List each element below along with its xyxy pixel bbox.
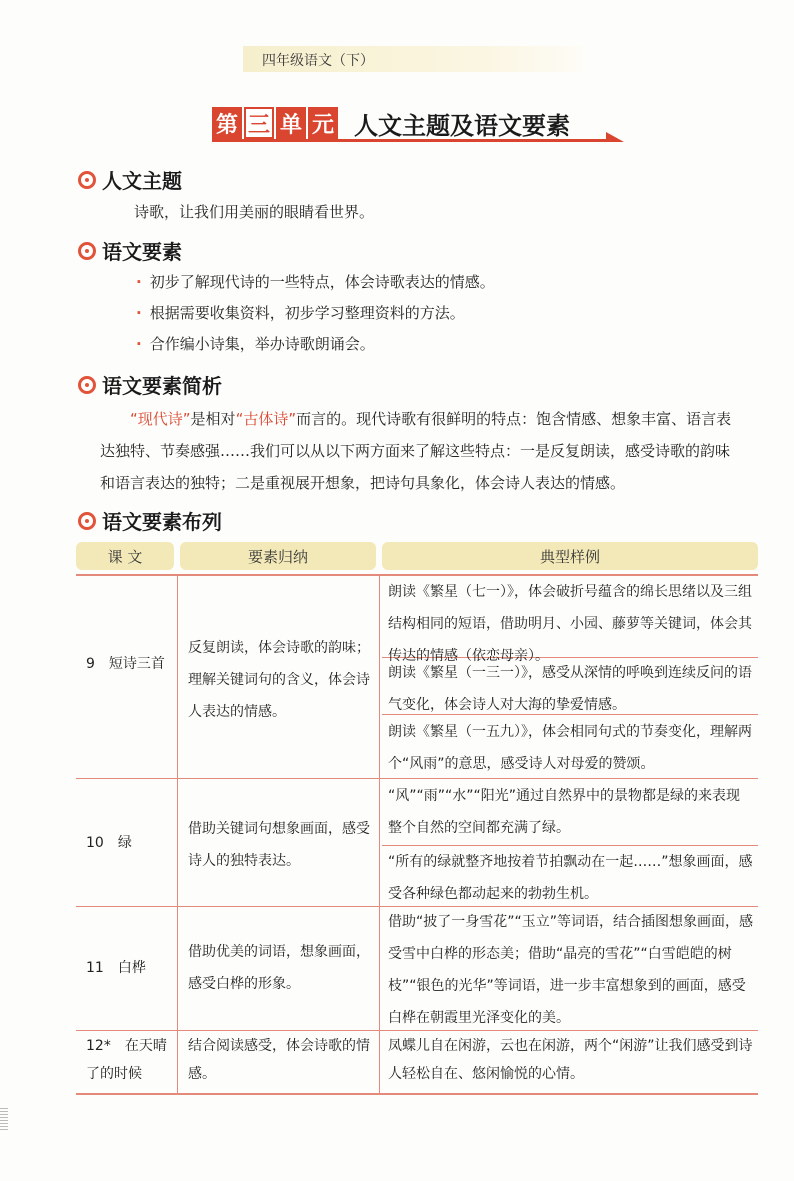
table-cell-example: “所有的绿就整齐地按着节拍飘动在一起……”想象画面，感受各种绿色都动起来的勃勃生机。 [388, 854, 753, 902]
section-theme-heading [78, 165, 182, 194]
location-pin-icon [78, 171, 96, 189]
table-cell-lesson: 9 短诗三首 [86, 656, 165, 672]
table-col-rule [379, 576, 380, 1094]
table-cell-example: 借助“披了一身雪花”“玉立”等词语，结合插图想象画面，感受雪中白桦的形态美；借助“晶亮的雪花”“白雪皑皑的树枝”“银色的光华”等词语，进一步丰富想象到的画面，感受白桦在朝霞里光泽变化的美。 [388, 914, 754, 1026]
table-bottom-rule [76, 1093, 758, 1095]
table-cell-example: 朗读《繁星（一五九）》，体会相同句式的节奏变化，理解两个“风雨”的意思，感受诗人对母爱的赞颂。 [388, 724, 752, 772]
analysis-paragraph: “现代诗”是相对“古体诗”而言的。现代诗歌有很鲜明的特点：饱含情感、想象丰富、语言表达独特、节奏感强……我们可以从以下两方面来了解这些特点：一是反复朗读，感受诗歌的韵味和语言表达的独特；二是重视展开想象，把诗句具象化，体会诗人表达的情感。 [100, 410, 732, 492]
unit-char-1: 第 [212, 107, 242, 139]
section-title: 语文要素布列 [102, 510, 222, 534]
unit-char-2: 三 [244, 107, 274, 139]
table-cell-summary: 反复朗读，体会诗歌的韵味；理解关键词句的含义，体会诗人表达的情感。 [188, 640, 370, 720]
table-cell-summary: 借助优美的词语，想象画面，感受白桦的形象。 [188, 944, 370, 992]
section-title: 语文要素 [102, 240, 182, 264]
table-cell-lesson: 11 白桦 [86, 960, 146, 976]
table-header-examples: 典型样例 [382, 542, 758, 570]
unit-char-3: 单 [276, 107, 306, 139]
element-item: · 根据需要收集资料，初步学习整理资料的方法。 [136, 304, 465, 322]
section-elements-heading [78, 236, 182, 265]
table-cell-example: 凤蝶儿自在闲游，云也在闲游，两个“闲游”让我们感受到诗人轻松自在、悠闲愉悦的心情。 [388, 1038, 753, 1082]
table-col-rule [177, 576, 178, 1094]
unit-heading: 人文主题及语文要素 [354, 110, 570, 140]
element-item: · 初步了解现代诗的一些特点，体会诗歌表达的情感。 [136, 273, 495, 291]
binding-edge-marks [0, 1108, 8, 1130]
running-header-title: 四年级语文（下） [262, 53, 374, 69]
term-classical-poetry: “古体诗” [235, 410, 297, 428]
title-underline-arrow [606, 132, 624, 142]
table-cell-example: 朗读《繁星（一三一）》，感受从深情的呼唤到连续反问的语气变化，体会诗人对大海的挚爱情感。 [388, 665, 752, 713]
table-cell-lesson: 10 绿 [86, 835, 132, 851]
table-cell-summary: 借助关键词句想象画面，感受诗人的独特表达。 [188, 821, 370, 869]
unit-char-4: 元 [308, 107, 338, 139]
location-pin-icon [78, 512, 96, 530]
section-analysis-heading [78, 370, 222, 399]
title-underline [212, 139, 612, 142]
table-header-summary: 要素归纳 [180, 542, 376, 570]
table-cell-example: “风”“雨”“水”“阳光”通过自然界中的景物都是绿的来表现整个自然的空间都充满了绿。 [388, 788, 741, 836]
unit-title [212, 105, 570, 141]
term-modern-poetry: “现代诗” [130, 410, 191, 428]
table-cell-lesson: 12* 在天晴了的时候 [86, 1038, 167, 1082]
section-title: 语文要素简析 [102, 374, 222, 398]
element-item: · 合作编小诗集，举办诗歌朗诵会。 [136, 335, 375, 353]
location-pin-icon [78, 376, 96, 394]
section-title: 人文主题 [102, 169, 182, 193]
table-cell-summary: 结合阅读感受，体会诗歌的情感。 [188, 1038, 370, 1082]
location-pin-icon [78, 242, 96, 260]
section-layout-heading [78, 506, 222, 535]
table-cell-example: 朗读《繁星（七一）》，体会破折号蕴含的绵长思绪以及三组结构相同的短语，借助明月、小园、藤萝等关键词，体会其传达的情感（依恋母亲）。 [388, 584, 752, 664]
theme-text: 诗歌，让我们用美丽的眼睛看世界。 [134, 203, 375, 221]
table-header-lesson: 课 文 [76, 542, 174, 570]
